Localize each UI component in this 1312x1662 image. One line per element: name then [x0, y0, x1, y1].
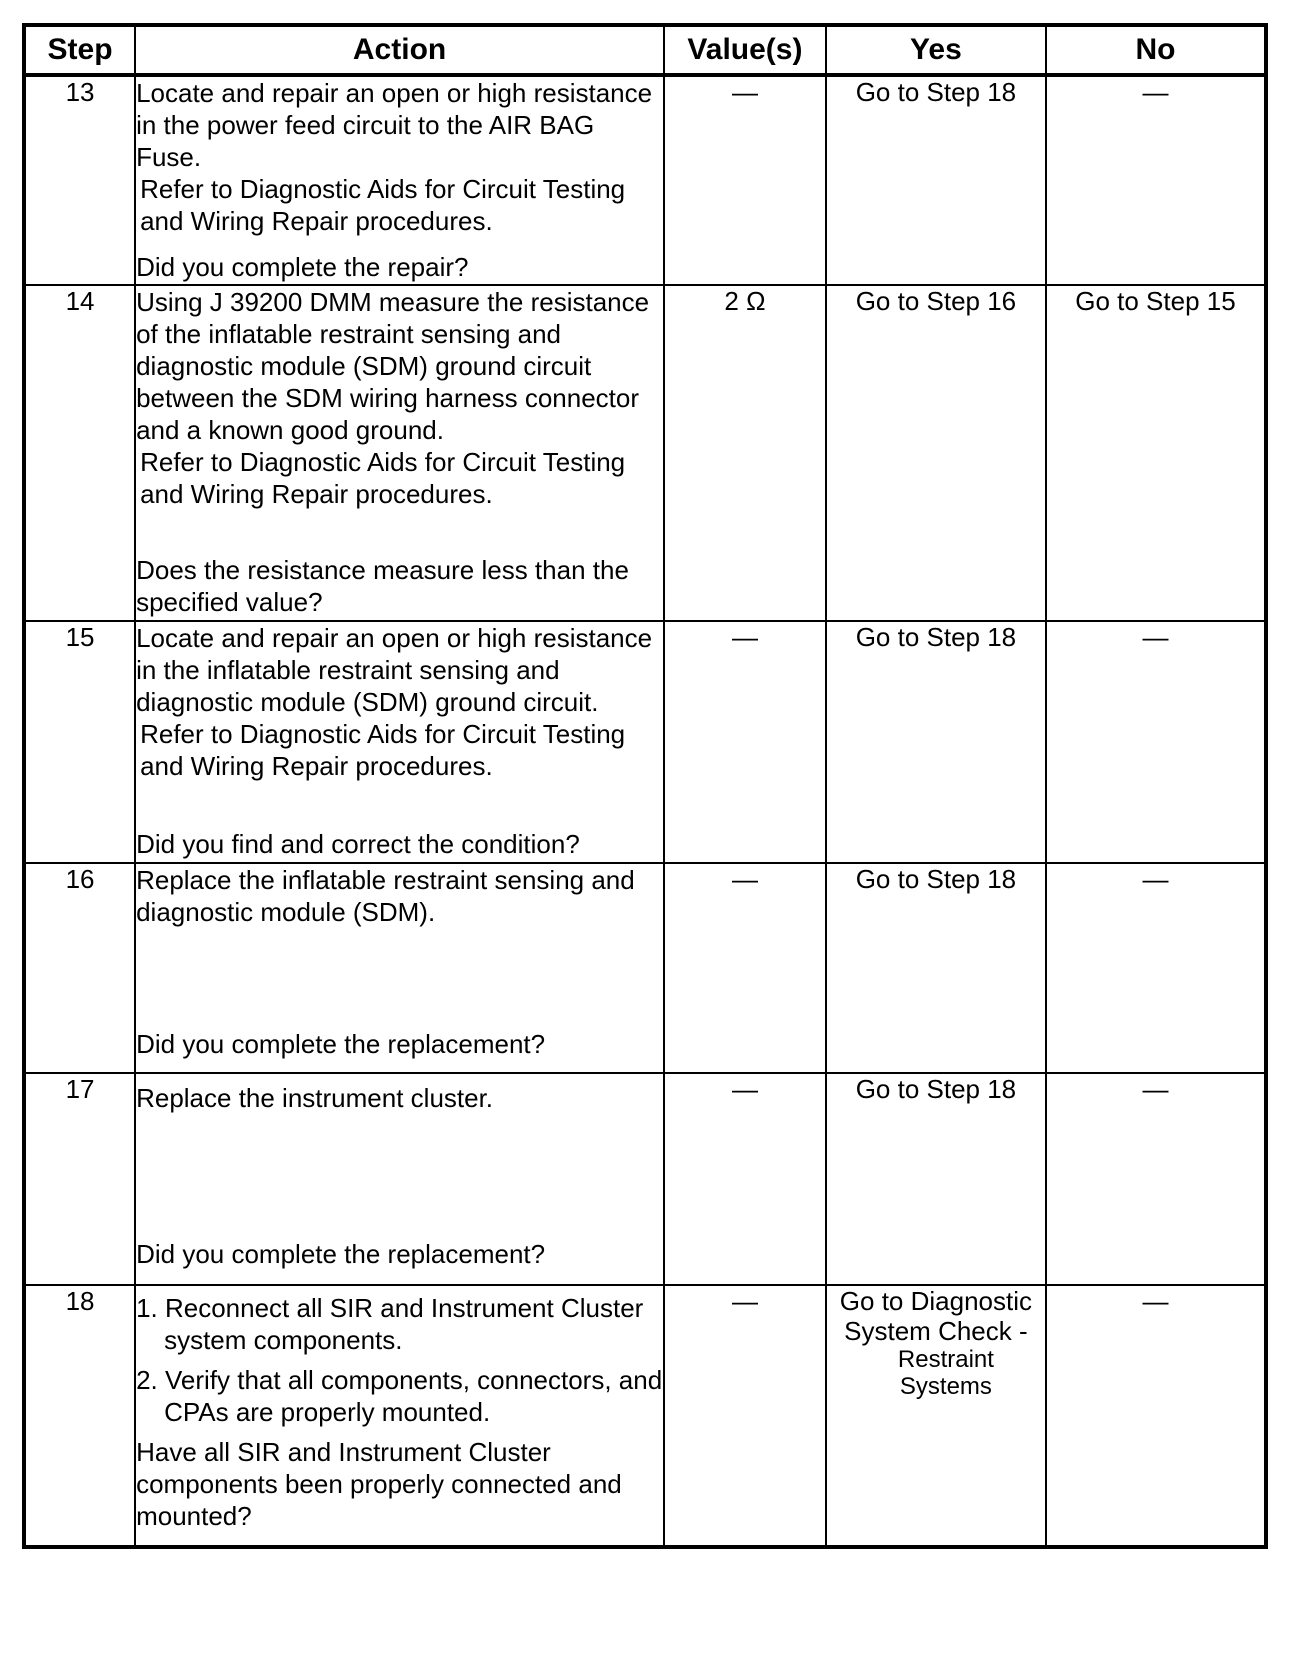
question-text: Did you find and correct the condition?	[136, 829, 580, 859]
no-cell: —	[1046, 75, 1266, 285]
table-row	[24, 285, 1266, 621]
yes-cell	[826, 1285, 1046, 1547]
header-action: Action	[135, 25, 664, 75]
question-text: Did you complete the replacement?	[136, 1239, 546, 1269]
action-text: Using J 39200 DMM measure the resistance of the inflatable restraint sensing and diagnostic module (SDM) ground circuit between the SDM wiring harness connector and a known good ground.	[136, 287, 650, 445]
yes-line: Go to Diagnostic	[839, 1286, 1033, 1316]
action-text: Locate and repair an open or high resistance in the inflatable restraint sensing and diagnostic module (SDM) ground circuit.	[136, 623, 653, 717]
reference-text: Refer to Diagnostic Aids for Circuit Testing and Wiring Repair procedures.	[140, 719, 626, 781]
step-number: 15	[24, 621, 135, 863]
header-step: Step	[24, 25, 135, 75]
value-cell: —	[664, 75, 826, 285]
diagnostic-table	[22, 23, 1268, 1549]
yes-cell: Go to Step 18	[826, 1073, 1046, 1285]
step-number: 16	[24, 863, 135, 1073]
action-list	[136, 1292, 663, 1428]
no-cell: —	[1046, 1073, 1266, 1285]
step-number: 14	[24, 285, 135, 621]
value-cell: —	[664, 621, 826, 863]
table-row	[24, 1285, 1266, 1547]
action-text: Locate and repair an open or high resistance in the power feed circuit to the AIR BAG Fuse.	[136, 78, 653, 172]
table-row	[24, 863, 1266, 1073]
action-cell	[135, 621, 664, 863]
yes-line: Systems	[899, 1373, 992, 1400]
header-yes: Yes	[826, 25, 1046, 75]
value-cell: —	[664, 863, 826, 1073]
action-cell	[135, 1285, 664, 1547]
yes-cell: Go to Step 18	[826, 75, 1046, 285]
step-number: 18	[24, 1285, 135, 1547]
question-text: Does the resistance measure less than the specified value?	[136, 555, 629, 617]
question-text: Did you complete the repair?	[136, 252, 469, 282]
action-text: Replace the inflatable restraint sensing and diagnostic module (SDM).	[136, 865, 635, 927]
yes-cell: Go to Step 16	[826, 285, 1046, 621]
yes-cell: Go to Step 18	[826, 621, 1046, 863]
action-cell	[135, 285, 664, 621]
reference-text: Refer to Diagnostic Aids for Circuit Testing and Wiring Repair procedures.	[140, 174, 626, 236]
value-cell: —	[664, 1073, 826, 1285]
yes-cell: Go to Step 18	[826, 863, 1046, 1073]
step-number: 13	[24, 75, 135, 285]
value-cell: —	[664, 1285, 826, 1547]
header-row	[24, 25, 1266, 75]
reference-text: Refer to Diagnostic Aids for Circuit Testing and Wiring Repair procedures.	[140, 447, 626, 509]
action-text: Replace the instrument cluster.	[136, 1083, 494, 1113]
yes-line: Restraint	[897, 1346, 994, 1373]
question-text: Have all SIR and Instrument Cluster components been properly connected and mounted?	[136, 1437, 622, 1531]
list-item: 2. Verify that all components, connectors, and CPAs are properly mounted.	[136, 1365, 663, 1427]
value-cell: 2 Ω	[664, 285, 826, 621]
action-cell	[135, 75, 664, 285]
list-item: 1. Reconnect all SIR and Instrument Cluster system components.	[136, 1293, 644, 1355]
no-cell: —	[1046, 621, 1266, 863]
no-cell: —	[1046, 863, 1266, 1073]
action-cell	[135, 863, 664, 1073]
header-no: No	[1046, 25, 1266, 75]
header-values: Value(s)	[664, 25, 826, 75]
action-cell	[135, 1073, 664, 1285]
no-cell: Go to Step 15	[1046, 285, 1266, 621]
table-row	[24, 1073, 1266, 1285]
table-row	[24, 75, 1266, 285]
question-text: Did you complete the replacement?	[136, 1029, 546, 1059]
yes-line: System Check -	[844, 1316, 1028, 1346]
table-row	[24, 621, 1266, 863]
no-cell: —	[1046, 1285, 1266, 1547]
step-number: 17	[24, 1073, 135, 1285]
